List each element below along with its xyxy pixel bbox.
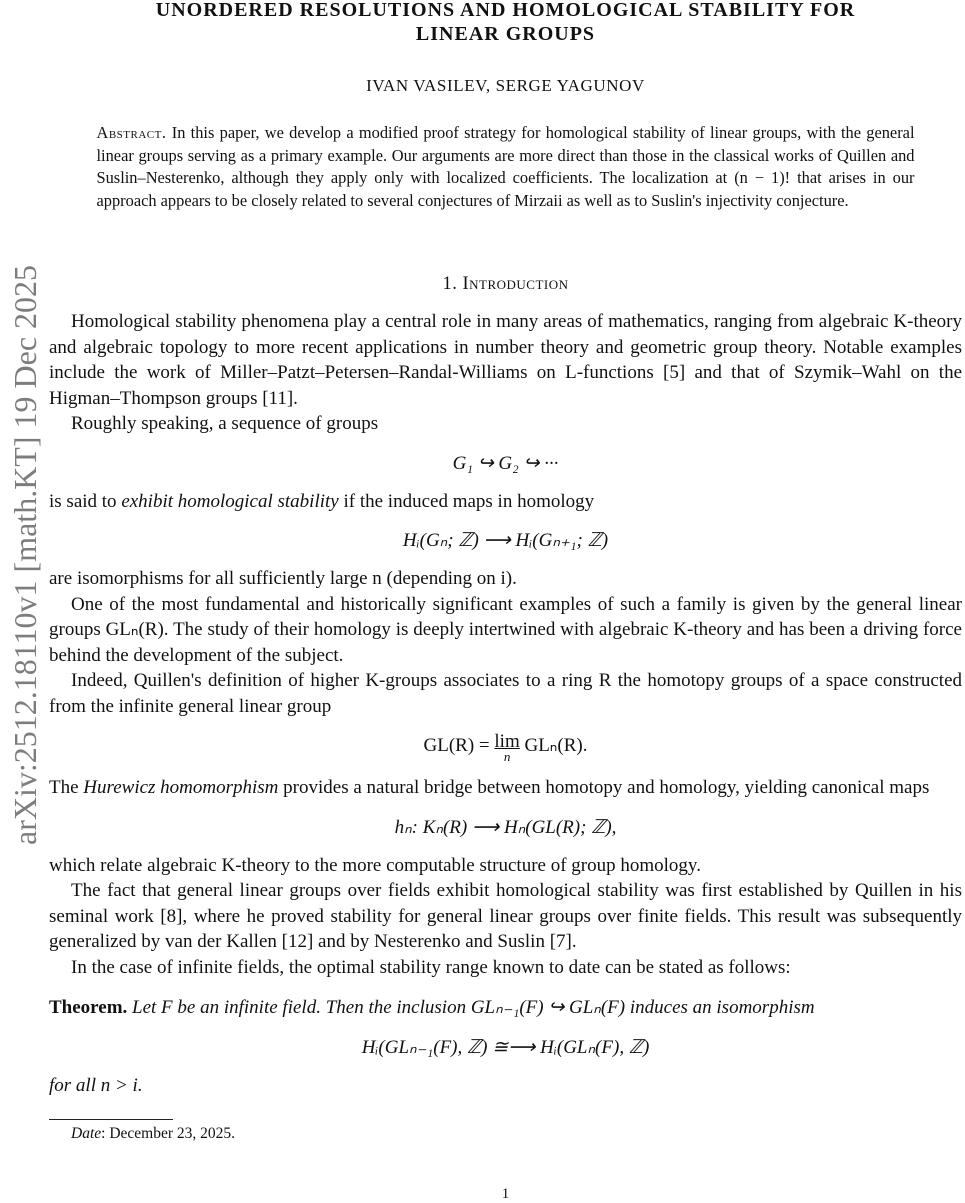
paragraph-6: Indeed, Quillen's definition of higher K-groups associates to a ring R the homotopy groups of a space constructed from the infinite general linear group [49, 670, 962, 717]
title-line-1: UNORDERED RESOLUTIONS AND HOMOLOGICAL STABILITY FOR [155, 0, 856, 21]
theorem-text: Let F be an infinite field. Then the inclusion GLₙ₋₁(F) ↪ GLₙ(F) induces an isomorphism [132, 997, 815, 1018]
equation-5: Hᵢ(GLₙ₋₁(F), ℤ) ≅⟶ Hᵢ(GLₙ(F), ℤ) [361, 1036, 650, 1058]
abstract-label: Abstract. [96, 123, 167, 142]
emphasis-hurewicz: Hurewicz homomorphism [83, 777, 279, 798]
paragraph-3: is said to exhibit homological stability if the induced maps in homology [49, 490, 595, 512]
equation-2: Hᵢ(Gₙ; ℤ) ⟶ Hᵢ(Gₙ₊₁; ℤ) [402, 530, 609, 551]
theorem-end: for all n > i. [49, 1074, 143, 1096]
authors: IVAN VASILEV, SERGE YAGUNOV [366, 76, 645, 95]
paragraph-8: which relate algebraic K-theory to the more computable structure of group homology. [49, 854, 701, 876]
paper-title [49, 0, 962, 46]
abstract [97, 122, 915, 212]
direct-limit: lim n [494, 731, 520, 764]
paragraph-2: Roughly speaking, a sequence of groups [71, 413, 379, 434]
equation-4: hₙ: Kₙ(R) ⟶ Hₙ(GL(R); ℤ), [394, 816, 617, 838]
paragraph-5: One of the most fundamental and historically significant examples of such a family is given by the general linear groups GLₙ(R). The study of their homology is deeply intertwined with algebraic K-theory and has been a driving force behind the development of the subject. [49, 593, 962, 666]
paragraph-4: are isomorphisms for all sufficiently large n (depending on i). [49, 568, 517, 589]
paragraph-7: The Hurewicz homomorphism provides a natural bridge between homotopy and homology, yielding canonical maps [49, 777, 930, 798]
title-line-2: LINEAR GROUPS [415, 23, 596, 45]
section-heading: 1. Introduction [442, 274, 569, 294]
footnote-rule [49, 1119, 173, 1120]
equation-1: G₁ ↪ G₂ ↪ ··· [452, 452, 559, 474]
theorem [49, 995, 962, 1021]
abstract-text: In this paper, we develop a modified proof strategy for homological stability of linear groups, with the general linear groups serving as a primary example. Our arguments are more direct than those in the classical works of Quillen and Suslin–Nesterenko, although they apply only with localized coefficients. The localization at (n − 1)! that arises in our approach appears to be closely related to several conjectures of Mirzaii as well as to Suslin's injectivity conjecture. [96, 123, 915, 210]
paragraph-1: Homological stability phenomena play a central role in many areas of mathematics, ranging from algebraic K-theory and algebraic topology to more recent applications in number theory and geometric group theory. Notable examples include the work of Miller–Patzt–Petersen–Randal-Williams on L-functions [5] and that of Szymik–Wahl on the Higman–Thompson groups [11]. [49, 311, 962, 409]
paper-page [49, 0, 962, 1202]
emphasis: exhibit homological stability [121, 490, 339, 512]
paragraph-10: In the case of infinite fields, the optimal stability range known to date can be stated as follows: [71, 956, 791, 978]
footnote-date: Date: December 23, 2025. [71, 1125, 236, 1142]
paragraph-9: The fact that general linear groups over fields exhibit homological stability was first established by Quillen in his seminal work [8], where he proved stability for general linear groups over finite fields. This result was subsequently generalized by van der Kallen [12] and by Nesterenko and Suslin [7]. [49, 880, 962, 952]
page-number: 1 [501, 1186, 510, 1202]
theorem-label: Theorem. [49, 997, 128, 1018]
arxiv-identifier: arXiv:2512.18110v1 [math.KT] 19 Dec 2025 [7, 264, 43, 845]
equation-3: GL(R) = lim n GLₙ(R). [423, 731, 588, 764]
